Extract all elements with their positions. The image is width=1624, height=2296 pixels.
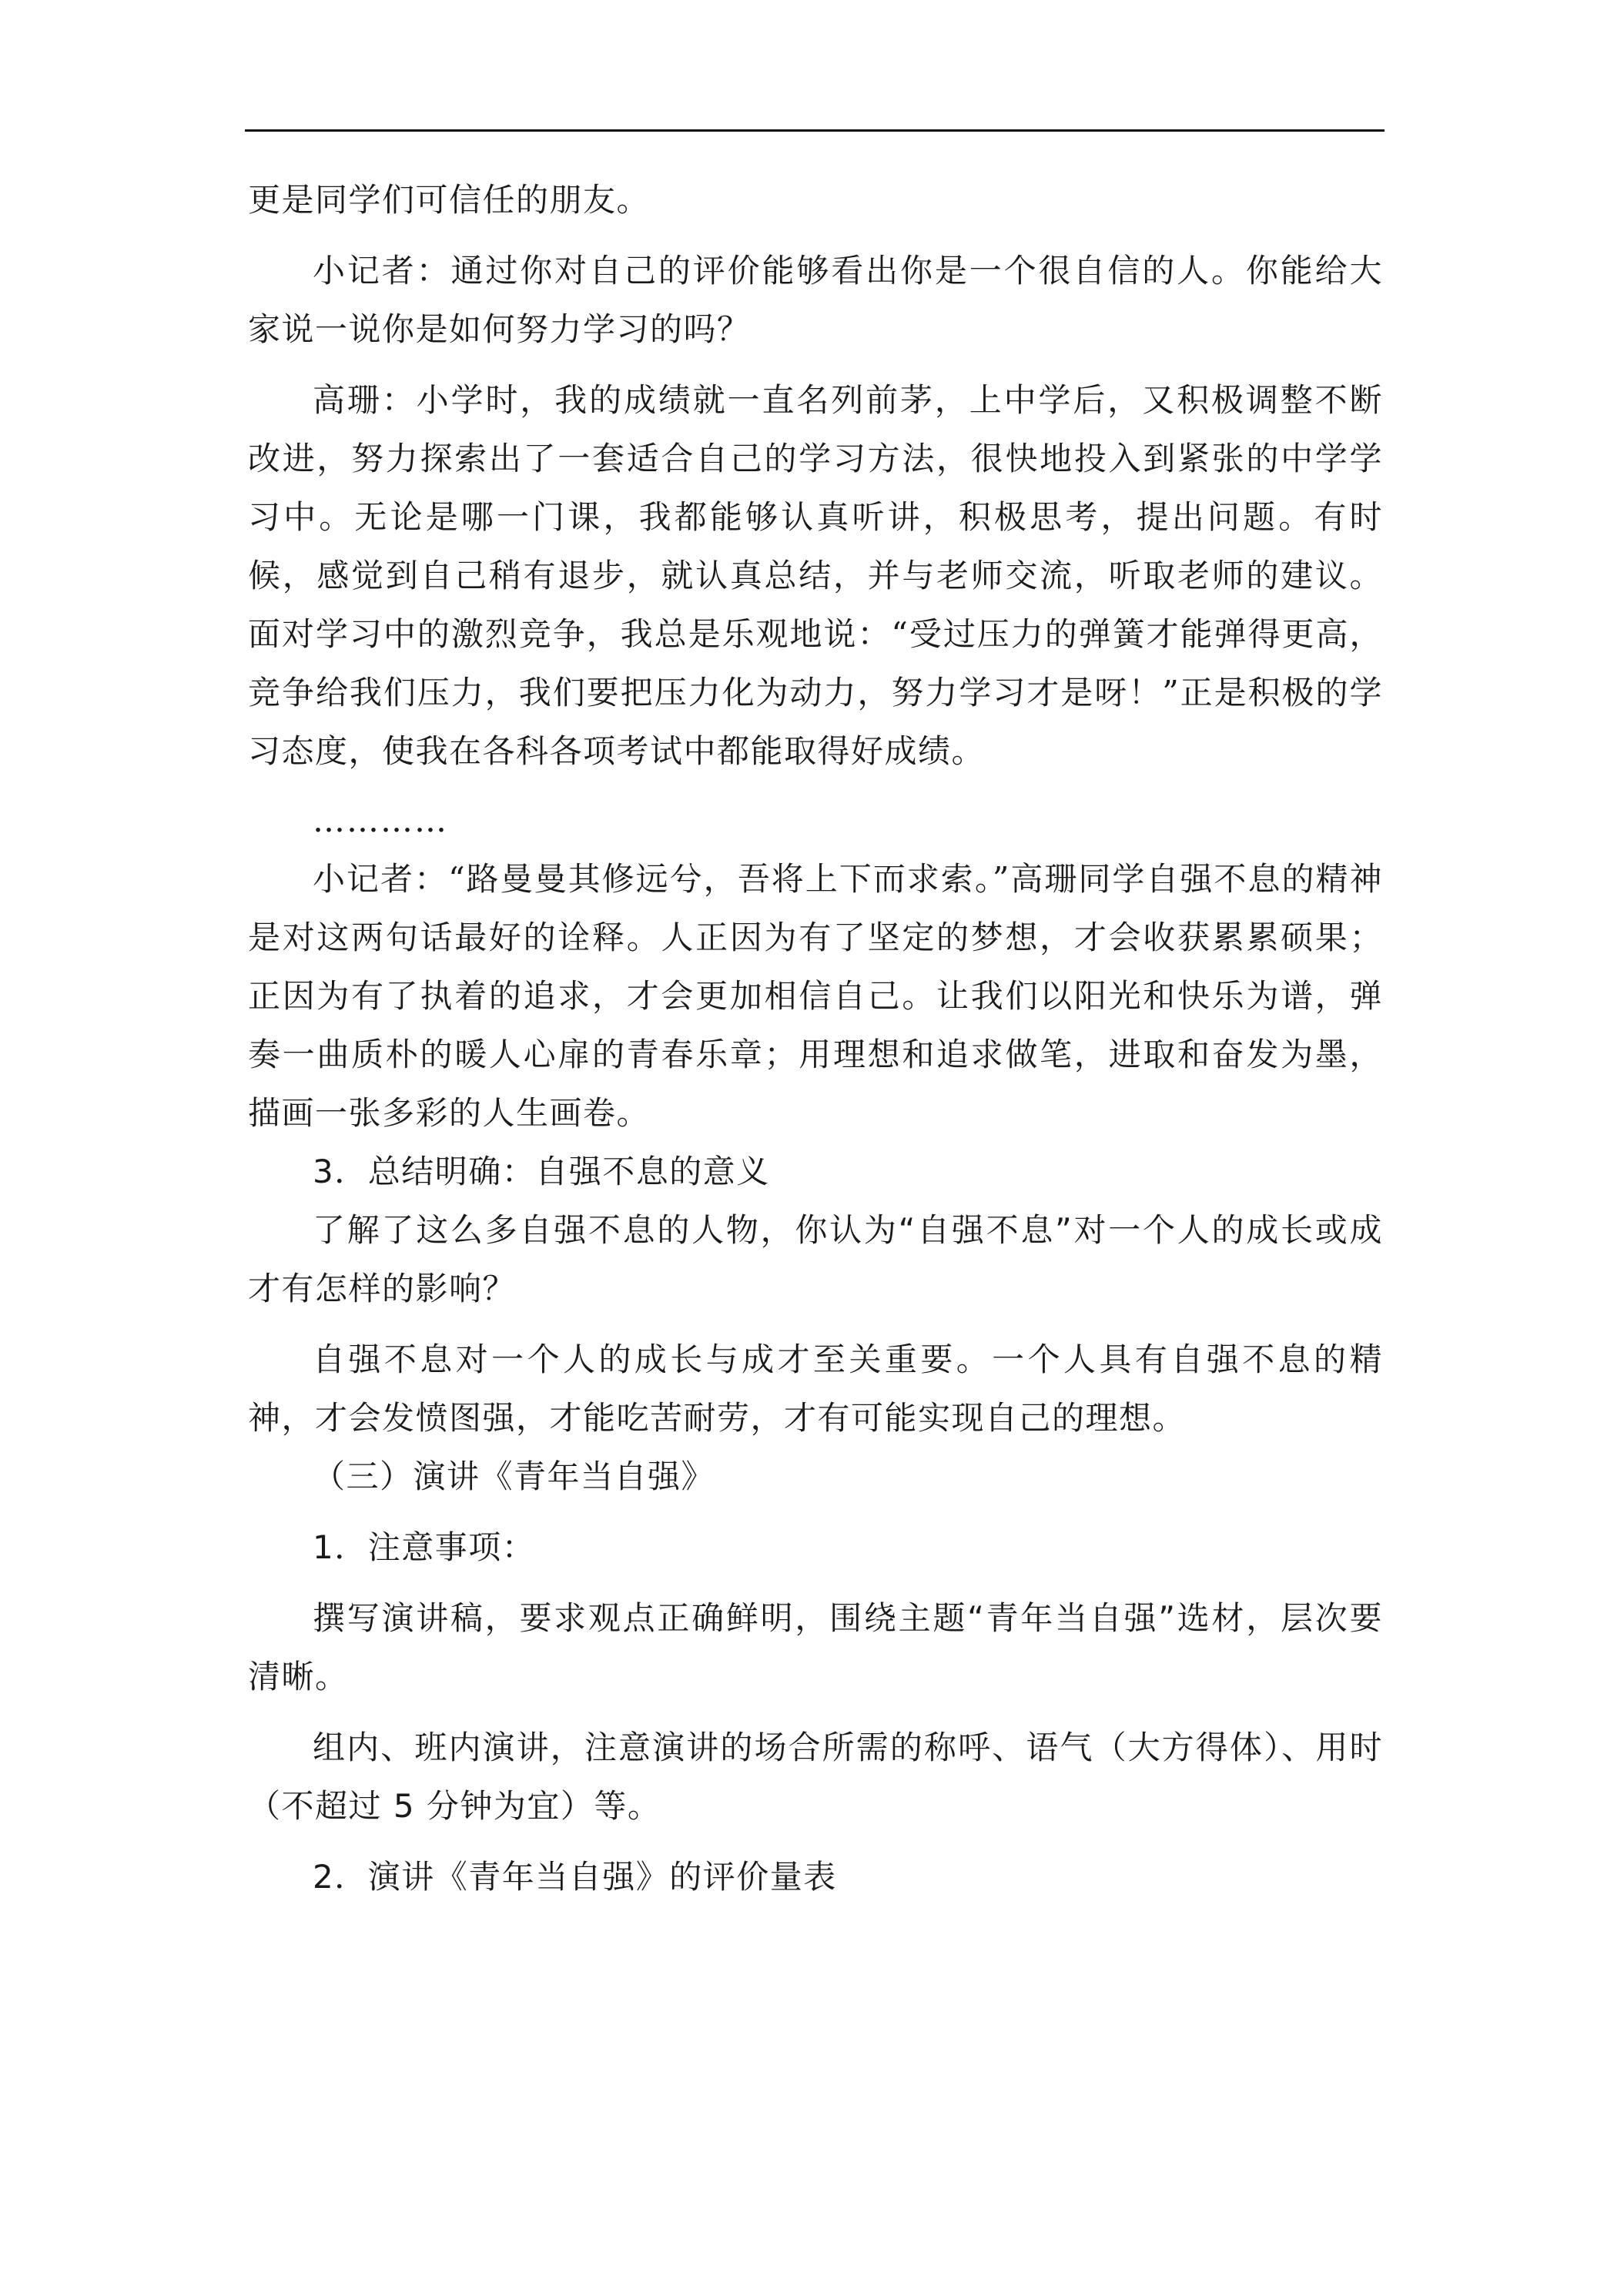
paragraph-continuation: 更是同学们可信任的朋友。 [248,181,651,219]
heading-speech-section: （三）演讲《青年当自强》 [313,1458,715,1495]
heading-evaluation-table: 2．演讲《青年当自强》的评价量表 [313,1858,837,1896]
paragraph-reporter-question: 小记者：通过你对自己的评价能够看出你是一个很自信的人。你能给大家说一说你是如何努力学习的吗？ [248,252,1383,348]
paragraph-question: 了解了这么多自强不息的人物，你认为“自强不息”对一个人的成长或成才有怎样的影响？ [248,1211,1383,1307]
paragraph-reporter-conclusion: 小记者：“路曼曼其修远兮，吾将上下而求索。”高珊同学自强不息的精神是对这两句话最好的诠释。人正因为有了坚定的梦想，才会收获累累硕果；正因为有了执着的追求，才会更加相信自己。让我们以阳光和快乐为谱，弹奏一曲质朴的暖人心扉的青春乐章；用理想和追求做笔，进取和奋发为墨，描画一张多彩的人生画卷。 [248,860,1383,1132]
paragraph-notes-2: 组内、班内演讲，注意演讲的场合所需的称呼、语气（大方得体）、用时（不超过 5 分钟为宜）等。 [248,1729,1383,1825]
heading-notes: 1．注意事项： [313,1528,536,1566]
heading-summary: 3．总结明确：自强不息的意义 [313,1153,770,1190]
paragraph-notes-1: 撰写演讲稿，要求观点正确鲜明，围绕主题“青年当自强”选材，层次要清晰。 [248,1599,1383,1695]
header-rule [245,129,1385,132]
document-body [248,171,1383,1906]
ellipsis: ………… [313,802,448,839]
paragraph-answer: 自强不息对一个人的成长与成才至关重要。一个人具有自强不息的精神，才会发愤图强，才能吃苦耐劳，才有可能实现自己的理想。 [248,1340,1383,1437]
paragraph-gaoshan-answer: 高珊：小学时，我的成绩就一直名列前茅，上中学后，又积极调整不断改进，努力探索出了一套适合自己的学习方法，很快地投入到紧张的中学学习中。无论是哪一门课，我都能够认真听讲，积极思考，提出问题。有时候，感觉到自己稍有退步，就认真总结，并与老师交流，听取老师的建议。面对学习中的激烈竞争，我总是乐观地说：“受过压力的弹簧才能弹得更高，竞争给我们压力，我们要把压力化为动力，努力学习才是呀！”正是积极的学习态度，使我在各科各项考试中都能取得好成绩。 [248,381,1383,770]
